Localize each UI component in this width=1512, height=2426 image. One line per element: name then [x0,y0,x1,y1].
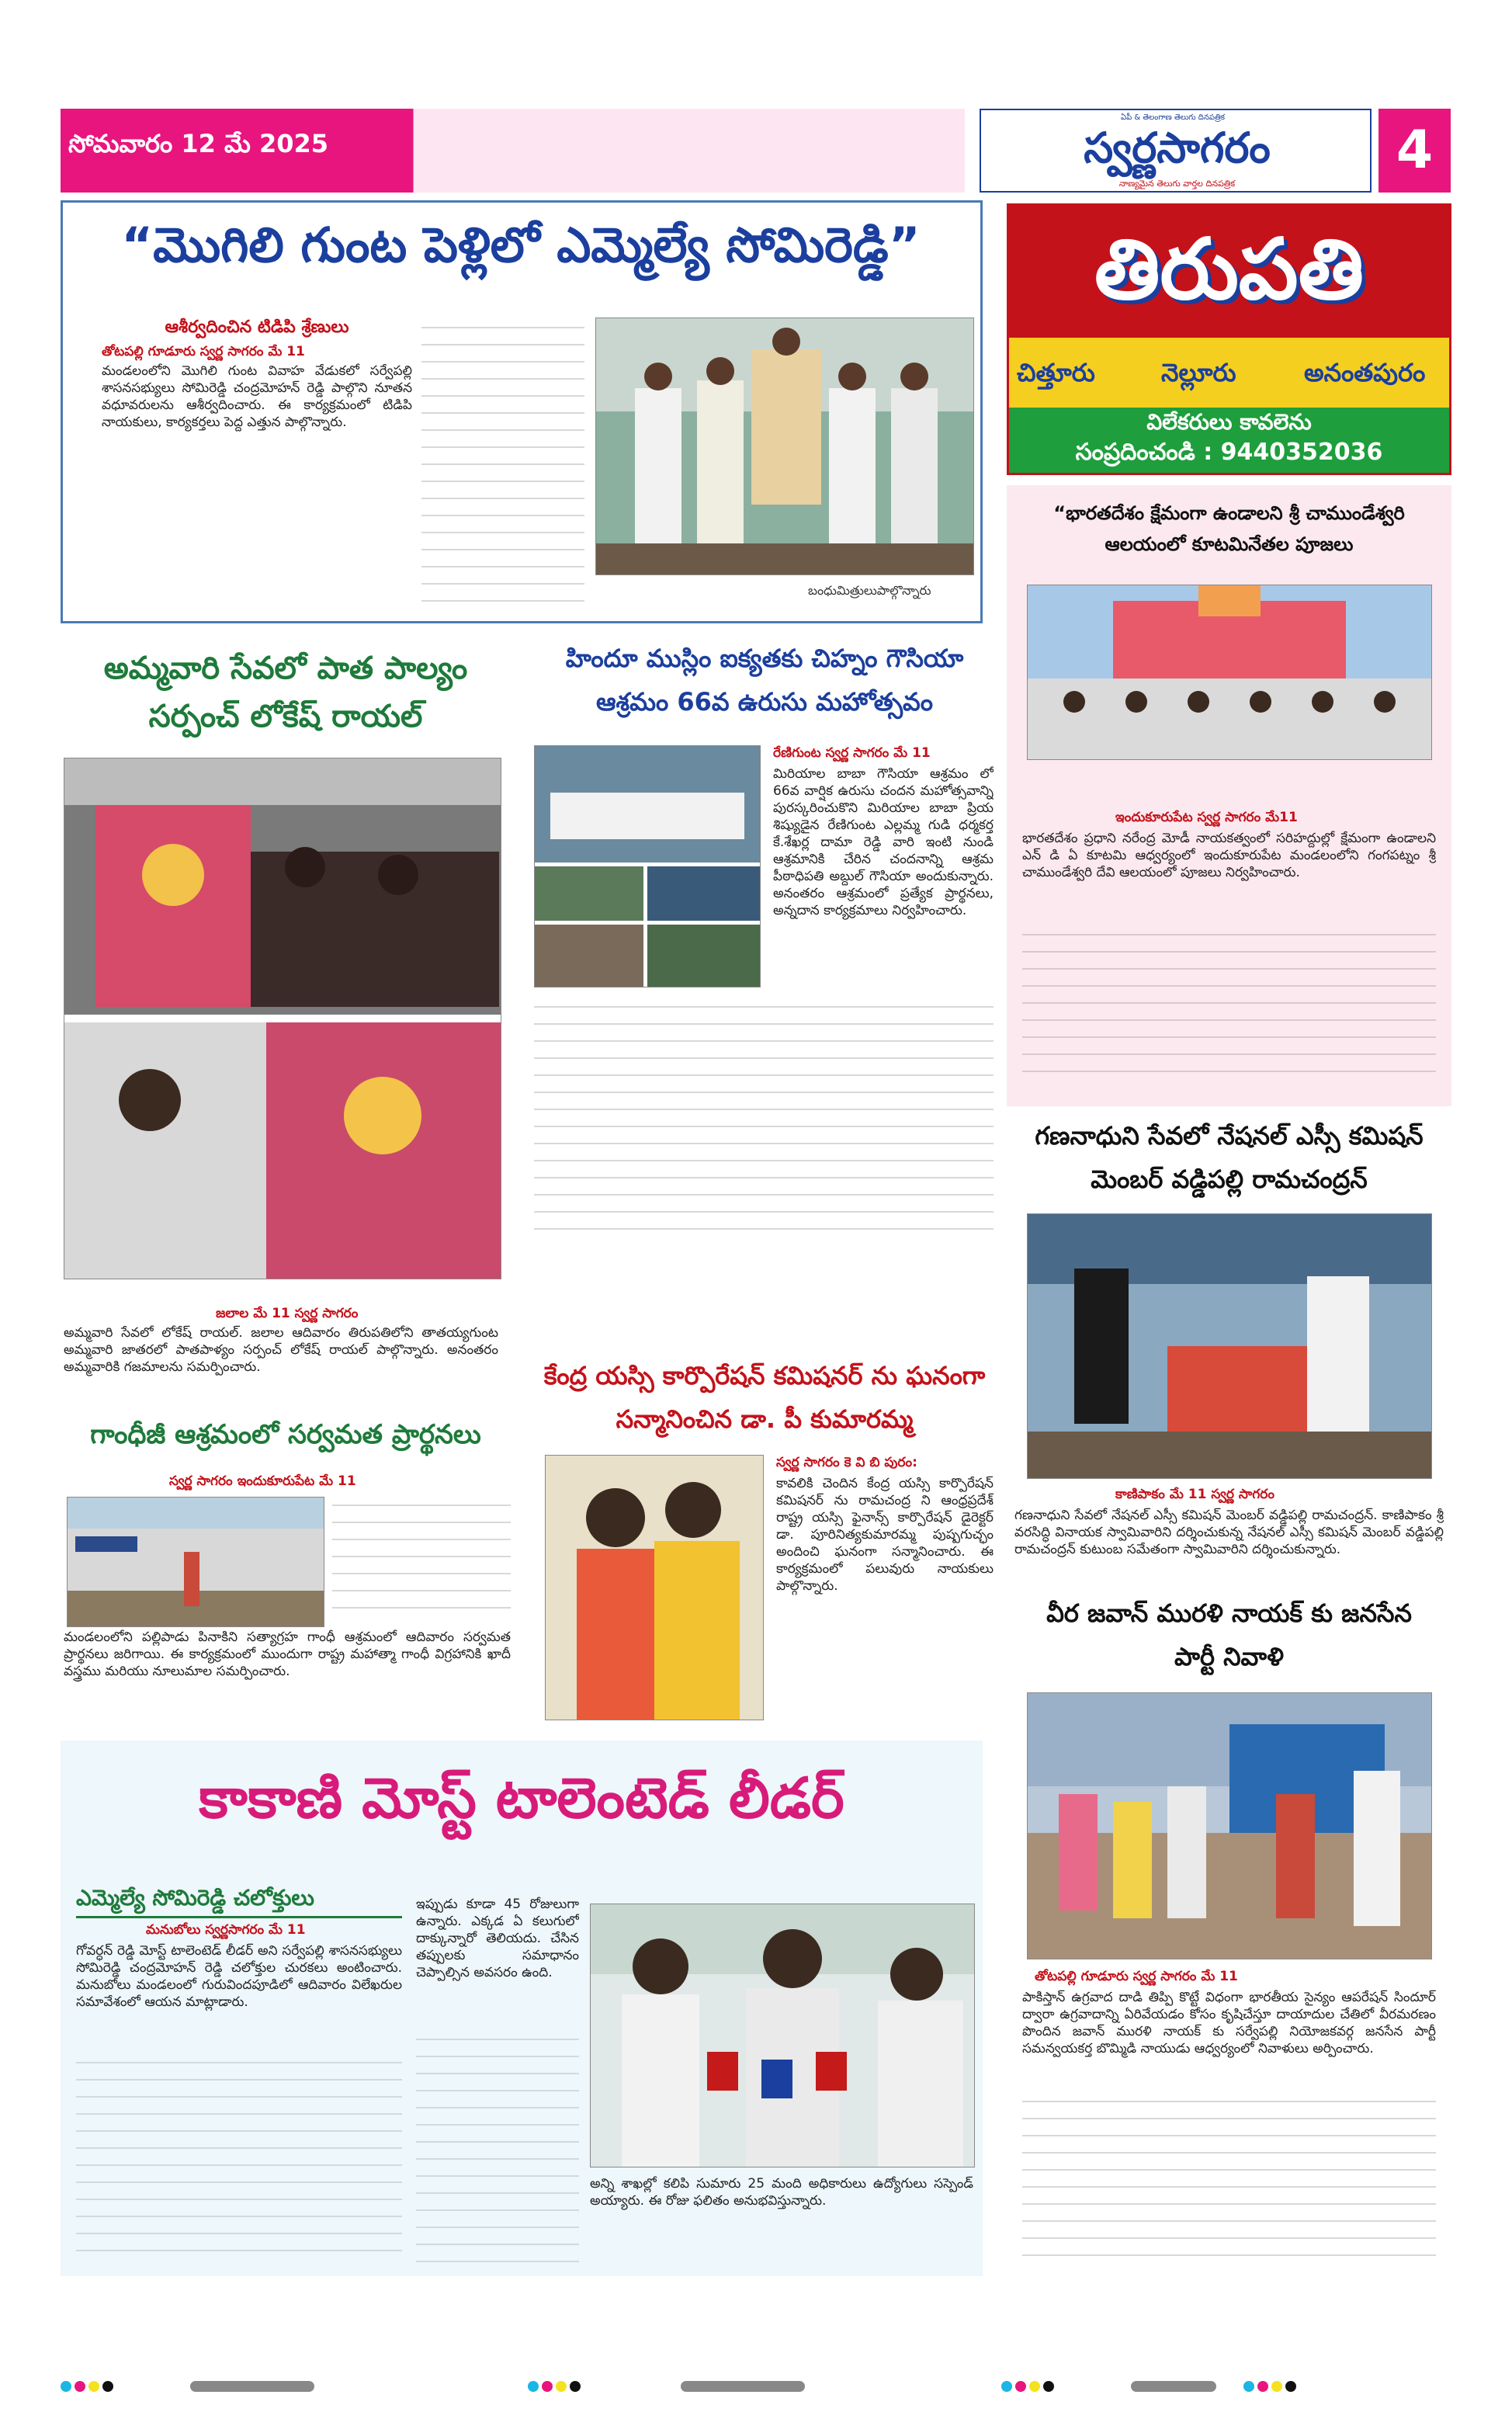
article-body-col2 [421,319,584,611]
article-mla-wedding [61,200,983,623]
date-banner [61,109,965,193]
article-body-left-continued [76,2054,402,2264]
jawan-tribute-photo [1027,1692,1432,1959]
footer-strip-right [1001,2380,1451,2396]
black-dot [1043,2381,1054,2392]
cyan-dot [528,2381,539,2392]
headline: కాకాణి మోస్ట్ టాలెంటెడ్ లీడర్ [199,1765,844,1831]
article-body: కావలికి చెందిన కేంద్ర యస్సి కార్పొరేషన్ కమిషనర్ ను రామచంద్ర ని ఆంధ్రప్రదేశ్ రాష్ట్ర యస్సి ఫైనాన్స్ కార్పొరేషన్ డైరెక్టర్ డా. పూరినిత్యకుమారమ్మ పుష్పగుచ్ఛం అందించి ఘనంగా సన్మానించారు. ఈ కార్యక్రమంలో పలువురు నాయకులు పాల్గొన్నారు. [776,1476,994,1594]
article-body-mid: ఇప్పుడు కూడా 45 రోజులుగా ఉన్నారు. ఎక్కడ ఏ కలుగులో దాక్కున్నారో తెలియదు. చేసిన తప్పులకు సమాధానం చెప్పాల్సిన అవసరం ఉంది. [416,1897,579,1980]
black-dot [1285,2381,1296,2392]
article-sarpanch [61,630,518,1407]
issue-date: సోమవారం 12 మే 2025 [68,129,329,158]
article-body-side [332,1497,511,1624]
subhead: ఆశీర్వదించిన టిడిపి శ్రేణులు [165,318,349,337]
ad-title: తిరుపతి [1094,221,1365,318]
logo-tagline: నాణ్యమైన తెలుగు వార్తల దినపత్రిక [1118,179,1236,189]
article-jawan [1007,1591,1451,2259]
ad-title-band [1009,206,1449,338]
tirupati-ad [1007,203,1451,475]
article-kutami [1007,485,1451,1106]
cyan-dot [1001,2381,1012,2392]
dateline: తోటపల్లి గూడూరు స్వర్ణ సాగరం మే 11 [102,344,305,359]
article-kumaramma [528,1354,1001,1727]
cyan-dot [61,2381,71,2392]
magenta-dot [1257,2381,1268,2392]
page-number: 4 [1396,120,1434,181]
yellow-dot [556,2381,567,2392]
black-dot [570,2381,581,2392]
ad-district-1: చిత్తూరు [1017,358,1095,387]
article-body-continued [1022,2093,1436,2256]
article-gandhi [61,1419,518,1730]
dateline: జలాల మే 11 స్వర్ణ సాగరం [216,1306,359,1321]
article-body: గణనాధుని సేవలో నేషనల్ ఎస్సీ కమిషన్ మెంబర్ వడ్డిపల్లి రామచంద్రన్. కాణిపాకం శ్రీ వరసిద్ధి వినాయక స్వామివారిని దర్శించుకున్న నేషనల్ ఎస్సీ కమిషన్ మెంబర్ వడ్డిపల్లి రామచంద్రన్ కుటుంబ సమేతంగా స్వామివారిని దర్శించుకున్నారు. [1014,1508,1444,1557]
kanipakam-temple-photo [1027,1213,1432,1479]
dateline: రేణిగుంట స్వర్ణ సాగరం మే 11 [773,745,931,761]
article-body-bottom: అన్ని శాఖల్లో కలిపి సుమారు 25 మంది అధికారులు ఉద్యోగులు సస్పెండ్ అయ్యారు. ఈ రోజు ఫలితం అనుభవిస్తున్నారు. [590,2176,973,2209]
article-body-mid-continued [416,2031,579,2264]
yellow-dot [1029,2381,1040,2392]
article-body: మండలంలోని మొగిలి గుంట వివాహ వేడుకలో సర్వేపల్లి శాసనసభ్యులు సోమిరెడ్డి చంద్రమోహన్ రెడ్డి పాల్గొని నూతన వధూవరులను ఆశీర్వదించారు. ఈ కార్యక్రమంలో టిడిపి నాయకులు, కార్యకర్తలు పెద్ద ఎత్తున పాల్గొన్నారు. [102,363,412,430]
sarpanch-temple-photo [64,758,501,1279]
article-body-continued [1022,926,1436,1074]
gandhi-ashram-photo [67,1497,324,1627]
gray-bar [1131,2381,1216,2392]
footer-strip-left [61,2380,495,2396]
ad-districts-band [1009,338,1449,408]
magenta-dot [542,2381,553,2392]
yellow-dot [88,2381,99,2392]
article-body-continued [534,998,994,1231]
headline: గణనాధుని సేవలో నేషనల్ ఎస్సీ కమిషన్ మెంబర్ వడ్డిపల్లి రామచంద్రన్ [1035,1121,1424,1194]
kumaramma-felicitation-photo [545,1455,764,1720]
yellow-dot [1271,2381,1282,2392]
headline: “మొగిలి గుంట పెళ్లిలో ఎమ్మెల్యే సోమిరెడ్డి” [121,217,921,273]
ad-district-3: అనంతపురం [1304,358,1426,387]
dateline: స్వర్ణ సాగరం ఇందుకూరుపేట మే 11 [169,1473,356,1489]
article-body: మండలంలోని పల్లిపాడు పినాకిని సత్యాగ్రహ గాంధీ ఆశ్రమంలో ఆదివారం సర్వమత ప్రార్థనలు జరిగాయి. ఈ కార్యక్రమంలో ముందుగా రాష్ట్ర మహాత్మా గాంధీ విగ్రహానికి ఖాదీ వస్త్రము మరియు నూలుమాల సమర్పించారు. [64,1629,511,1679]
black-dot [102,2381,113,2392]
article-body: అమ్మవారి సేవలో లోకేష్ రాయల్. జలాల ఆదివారం తిరుపతిలోని తాతయ్యగుంట అమ్మవారి జాతరలో పాతపాళ్యం సర్పంచ్ లోకేష్ రాయల్ పాల్గొన్నారు. అనంతరం అమ్మవారికి గజమాలను సమర్పించారు. [64,1325,498,1375]
headline: వీర జవాన్ మురళి నాయక్ కు జనసేన పార్టీ నివాళి [1046,1598,1412,1671]
headline: “భారతదేశం క్షేమంగా ఉండాలని శ్రీ చాముండేశ్వరి ఆలయంలో కూటమినేతల పూజలు [1053,502,1405,555]
subhead: ఎమ్మెల్యే సోమిరెడ్డి చలోక్తులు [76,1885,402,1918]
dateline: ఇందుకూరుపేట స్వర్ణ సాగరం మే11 [1115,810,1298,825]
ad-district-2: నెల్లూరు [1161,358,1236,387]
logo-title: స్వర్ణసాగరం [1084,123,1271,172]
gray-bar [681,2381,805,2392]
article-body-left: గోవర్ధన్ రెడ్డి మోస్ట్ టాలెంటెడ్ లీడర్ అని సర్వేపల్లి శాసనసభ్యులు సోమిరెడ్డి చంద్రమోహన్ రెడ్డి చలోక్తుల చురకలు అంటించారు. మనుబోలు మండలంలో గురువిందపూడిలో ఆదివారం విలేఖరుల సమావేశంలో ఆయన మాట్లాడారు. [76,1943,402,2010]
article-sc-commission [1007,1114,1451,1580]
ad-contact-band [1009,408,1449,473]
article-kakani [61,1741,983,2276]
article-body: భారతదేశం ప్రధాని నరేంద్ర మోడీ నాయకత్వంలో సరిహద్దుల్లో క్షేమంగా ఉండాలని ఎన్ డి ఏ కూటమి ఆధ్వర్యంలో ఇందుకూరుపేట మండలంలోని గంగపట్నం శ్రీ చాముండేశ్వరి దేవి ఆలయంలో పూజలు నిర్వహించారు. [1022,831,1436,880]
article-body: పాకిస్తాన్ ఉగ్రవాద దాడి తిప్పి కొట్టే విధంగా భారతీయ సైన్యం ఆపరేషన్ సిందూర్ ద్వారా ఉగ్రవాదాన్ని ఏరివేయడం కోసం కృషిచేస్తూ దాయాదుల చేతిలో వీరమరణం పొందిన జవాన్ మురళి నాయక్ కు సర్వేపల్లి నియోజకవర్గ జనసేన పార్టీ సమన్వయకర్త బొమ్మిడి నాయుడు ఆధ్వర్యంలో నివాళులు అర్పించారు. [1022,1990,1436,2056]
footer-strip-mid [528,2380,962,2396]
wedding-photo [595,318,974,575]
press-meet-photo [590,1904,975,2167]
ad-wanted: విలేకరులు కావలెను [1146,409,1312,435]
dateline: మనుబోలు స్వర్ణసాగరం మే 11 [146,1922,306,1938]
dateline: స్వర్ణ సాగరం కె వి బి పురం: [776,1455,917,1470]
article-body: మిరియాల బాబా గౌసియా ఆశ్రమం లో 66వ వార్షిక ఉరుసు చందన మహోత్సవాన్ని పురస్కరించుకొని మిరియాల బాబా ప్రియ శిష్యుడైన రేణిగుంట ఎల్లమ్మ గుడి ధర్మకర్త కే.శేఖర్ల దామా రెడ్డి వారి ఇంటి నుండి ఆశ్రమానికి చేరిన చందనాన్ని ఆశ్రమ పీఠాధిపతి అబ్దుల్ గౌసియా అందుకున్నారు. అనంతరం ఆశ్రమంలో ప్రత్యేక ప్రార్థనలు, అన్నదాన కార్యక్రమాలు నిర్వహించారు. [773,766,994,918]
page-number-box [1378,109,1451,193]
ad-contact: సంప్రదించండి : 9440352036 [1075,439,1383,466]
masthead-logo [980,109,1372,193]
article-gousia [528,637,1001,1242]
headline: హిందూ ముస్లిం ఐక్యతకు చిహ్నం గౌసియా ఆశ్రమం 66వ ఉరుసు మహోత్సవం [565,644,964,717]
gray-bar [190,2381,314,2392]
headline: గాంధీజీ ఆశ్రమంలో సర్వమత ప్రార్థనలు [90,1419,481,1450]
photo-caption: బంధుమిత్రులుపాల్గొన్నారు [808,583,931,598]
cyan-dot [1243,2381,1254,2392]
dateline: తోటపల్లి గూడూరు స్వర్ణ సాగరం మే 11 [1035,1969,1238,1984]
headline: కేంద్ర యస్సి కార్పొరేషన్ కమిషనర్ ను ఘనంగా సన్మానించిన డా. పీ కుమారమ్మ [543,1361,986,1434]
chamundeswari-temple-photo [1027,585,1432,760]
logo-top-line: ఏపీ & తెలంగాణ తెలుగు దినపత్రిక [1121,113,1225,122]
dateline: కాణిపాకం మే 11 స్వర్ణ సాగరం [1115,1487,1274,1502]
magenta-dot [75,2381,85,2392]
gousia-photo-collage [534,745,761,987]
headline: అమ్మవారి సేవలో పాత పాల్యం సర్పంచ్ లోకేష్ రాయల్ [103,651,468,734]
magenta-dot [1015,2381,1026,2392]
